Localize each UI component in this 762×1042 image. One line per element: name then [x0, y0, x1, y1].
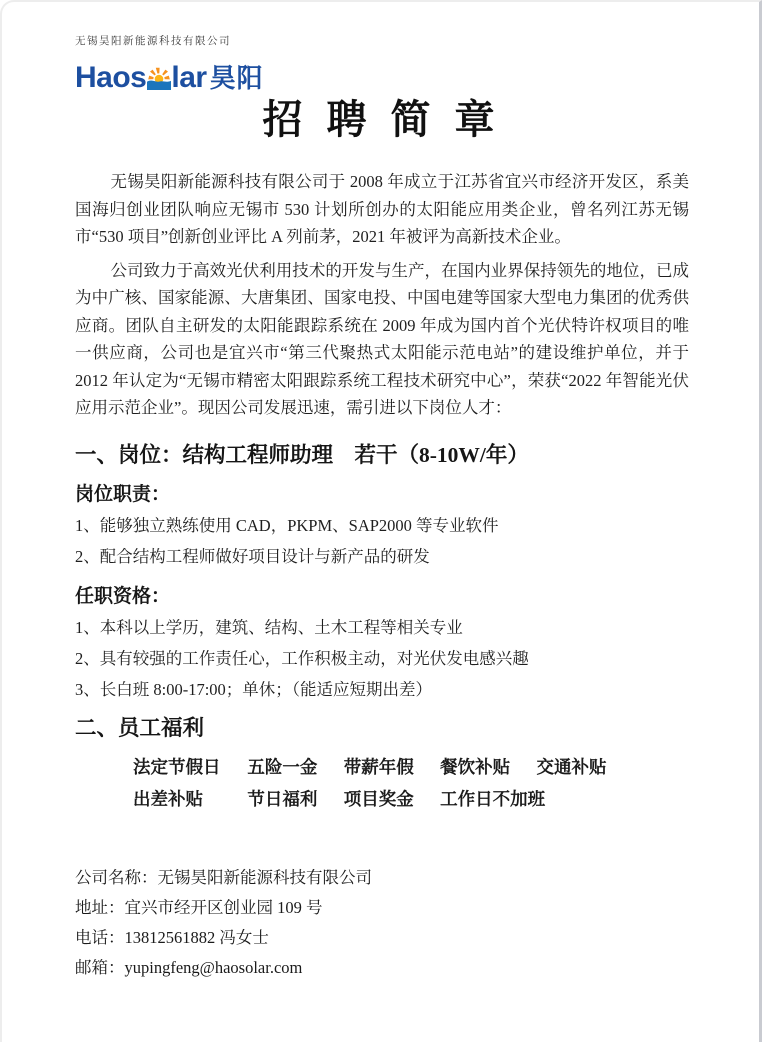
section-heading-benefits: 二、员工福利: [75, 715, 205, 740]
sun-icon: [147, 67, 171, 91]
qualification-item: 2、具有较强的工作责任心，工作积极主动，对光伏发电感兴趣: [75, 648, 529, 668]
benefit-item: 出差补贴: [133, 788, 203, 809]
logo-cjk-text: 昊阳: [209, 63, 264, 93]
contact-phone: 电话：13812561882 冯女士: [75, 927, 269, 947]
benefit-item: 工作日不加班: [440, 788, 546, 809]
benefits-row: [75, 751, 689, 783]
qualifications-list: [75, 612, 689, 705]
intro-paragraph-2: 公司致力于高效光伏利用技术的开发与生产，在国内业界保持领先的地位，已成为中广核、国家能源、大唐集团、国家电投、中国电建等国家大型电力集团的优秀供应商。团队自主研发的太阳能跟踪系统在 2009 年成为国内首个光伏特许权项目的唯一供应商，公司也是宜兴市“第三代聚热式太阳能示范电站”的建设维护单位，并于 2012 年认定为“无锡市精密太阳跟踪系统工程技术研究中心”，荣获“2022 年智能光伏应用示范企业”。现因公司发展迅速，需引进以下岗位人才：: [75, 260, 689, 417]
benefit-item: 五险一金: [247, 756, 318, 777]
duty-item: 1、能够独立熟练使用 CAD，PKPM、SAP2000 等专业软件: [75, 515, 499, 535]
company-logo: [75, 56, 689, 100]
qualifications-heading: 任职资格：: [75, 585, 171, 607]
company-name-header: 无锡昊阳新能源科技有限公司: [75, 36, 231, 47]
logo-wordmark-left: Haos: [75, 61, 147, 94]
contact-block: [75, 863, 689, 983]
qualification-item: 3、长白班 8:00-17:00；单休；（能适应短期出差）: [75, 679, 433, 699]
contact-company-name: 公司名称：无锡昊阳新能源科技有限公司: [75, 867, 372, 887]
duties-list: [75, 510, 689, 572]
benefit-item: 餐饮补贴: [440, 756, 511, 777]
contact-address: 地址：宜兴市经开区创业园 109 号: [75, 897, 323, 917]
duties-heading: 岗位职责：: [75, 483, 171, 505]
benefit-item: 带薪年假: [343, 756, 414, 777]
qualification-item: 1、本科以上学历，建筑、结构、土木工程等相关专业: [75, 617, 463, 637]
benefit-item: 项目奖金: [343, 788, 414, 809]
logo-wordmark-right: lar: [171, 61, 207, 94]
benefit-item: 法定节假日: [133, 756, 221, 777]
intro-paragraph-1: 无锡昊阳新能源科技有限公司于 2008 年成立于江苏省宜兴市经济开发区，系美国海归创业团队响应无锡市 530 计划所创办的太阳能应用类企业，曾名列江苏无锡市“530 项目”创新创业评比 A 列前茅，2021 年被评为高新技术企业。: [75, 172, 689, 246]
section-heading-position: 一、岗位：结构工程师助理 若干（8-10W/年）: [75, 442, 529, 467]
page-title: 招 聘 简 章: [262, 97, 502, 142]
benefits-row: [75, 783, 689, 815]
benefit-item: 节日福利: [247, 788, 318, 809]
duty-item: 2、配合结构工程师做好项目设计与新产品的研发: [75, 546, 430, 566]
contact-email: 邮箱：yupingfeng@haosolar.com: [75, 957, 303, 977]
benefit-item: 交通补贴: [536, 756, 607, 777]
